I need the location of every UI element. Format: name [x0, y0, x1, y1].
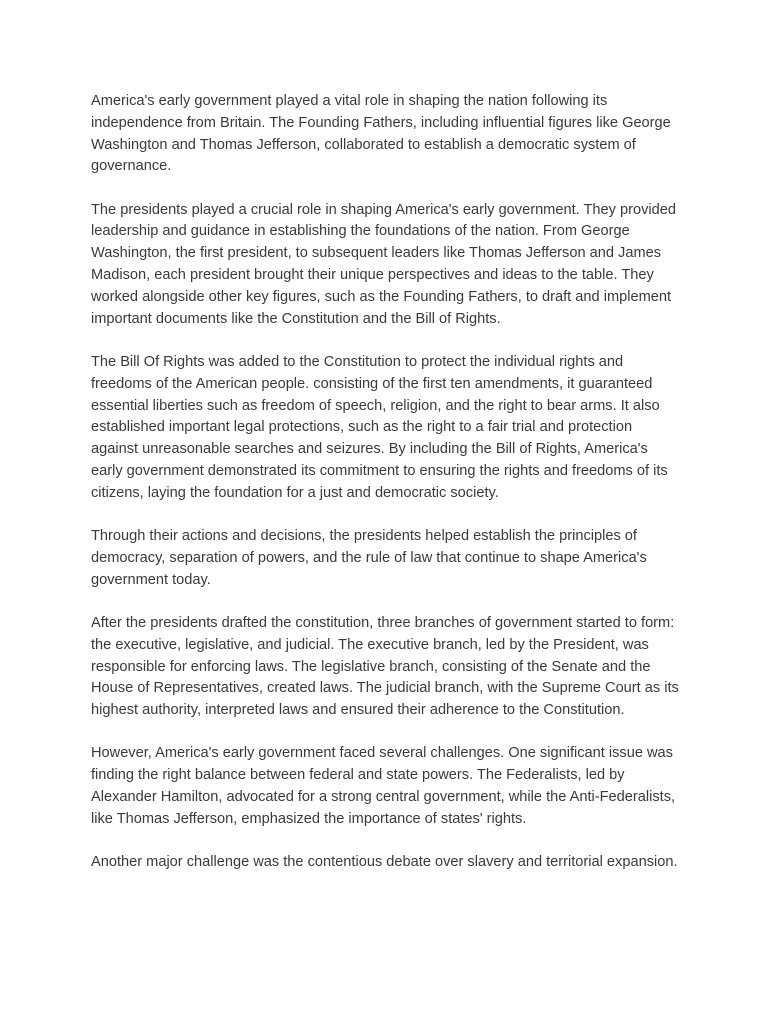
text-line: worked alongside other key figures, such as the Founding Fathers, to draft and implement	[91, 288, 672, 305]
text-line: finding the right balance between federal and state powers. The Federalists, led by	[91, 767, 625, 784]
text-line: citizens, laying the foundation for a just and democratic society.	[91, 484, 499, 501]
text-line: America's early government played a vital role in shaping the nation following its	[91, 93, 608, 109]
text-line: Another major challenge was the contentious debate over slavery and territorial expansion.	[91, 854, 678, 871]
text-line: The Bill Of Rights was added to the Constitution to protect the individual rights and	[91, 353, 624, 370]
paragraph-7	[91, 852, 691, 874]
text-line: democracy, separation of powers, and the rule of law that continue to shape America's	[91, 549, 647, 566]
text-line: established important legal protections, such as the right to a fair trial and protection	[91, 419, 633, 436]
text-line: responsible for enforcing laws. The legislative branch, consisting of the Senate and the	[91, 658, 651, 675]
paragraph-3	[91, 352, 691, 505]
text-line: like Thomas Jefferson, emphasized the importance of states' rights.	[91, 810, 527, 827]
text-line: governance.	[91, 158, 172, 175]
text-line: Washington and Thomas Jefferson, collaborated to establish a democratic system of	[91, 136, 636, 153]
paragraph-1	[91, 91, 691, 178]
text-line: the executive, legislative, and judicial. The executive branch, led by the President, was	[91, 636, 649, 653]
text-line: highest authority, interpreted laws and ensured their adherence to the Constitution.	[91, 702, 625, 719]
text-line: However, America's early government faced several challenges. One significant issue was	[91, 745, 673, 762]
text-line: essential liberties such as freedom of speech, religion, and the right to bear arms. It also	[91, 397, 660, 414]
text-line: Washington, the first president, to subsequent leaders like Thomas Jefferson and James	[91, 245, 662, 262]
paragraph-4	[91, 526, 691, 591]
text-line: After the presidents drafted the constitution, three branches of government started to form:	[91, 614, 675, 631]
paragraph-2	[91, 200, 691, 331]
paragraph-6	[91, 743, 691, 830]
text-line: important documents like the Constitution and the Bill of Rights.	[91, 310, 501, 327]
text-line: freedoms of the American people. consisting of the first ten amendments, it guaranteed	[91, 375, 653, 392]
text-line: The presidents played a crucial role in shaping America's early government. They provided	[91, 201, 676, 218]
text-line: leadership and guidance in establishing the foundations of the nation. From George	[91, 223, 630, 240]
document-body	[91, 91, 691, 895]
text-line: against unreasonable searches and seizures. By including the Bill of Rights, America's	[91, 441, 648, 458]
paragraph-5	[91, 613, 691, 722]
text-line: independence from Britain. The Founding Fathers, including influential figures like George	[91, 114, 671, 131]
text-line: Through their actions and decisions, the presidents helped establish the principles of	[91, 528, 637, 545]
text-line: Alexander Hamilton, advocated for a strong central government, while the Anti-Federalists,	[91, 789, 676, 806]
text-line: Madison, each president brought their unique perspectives and ideas to the table. They	[91, 267, 654, 284]
text-line: House of Representatives, created laws. The judicial branch, with the Supreme Court as its	[91, 680, 679, 697]
text-line: government today.	[91, 571, 211, 588]
text-line: early government demonstrated its commitment to ensuring the rights and freedoms of its	[91, 462, 668, 479]
